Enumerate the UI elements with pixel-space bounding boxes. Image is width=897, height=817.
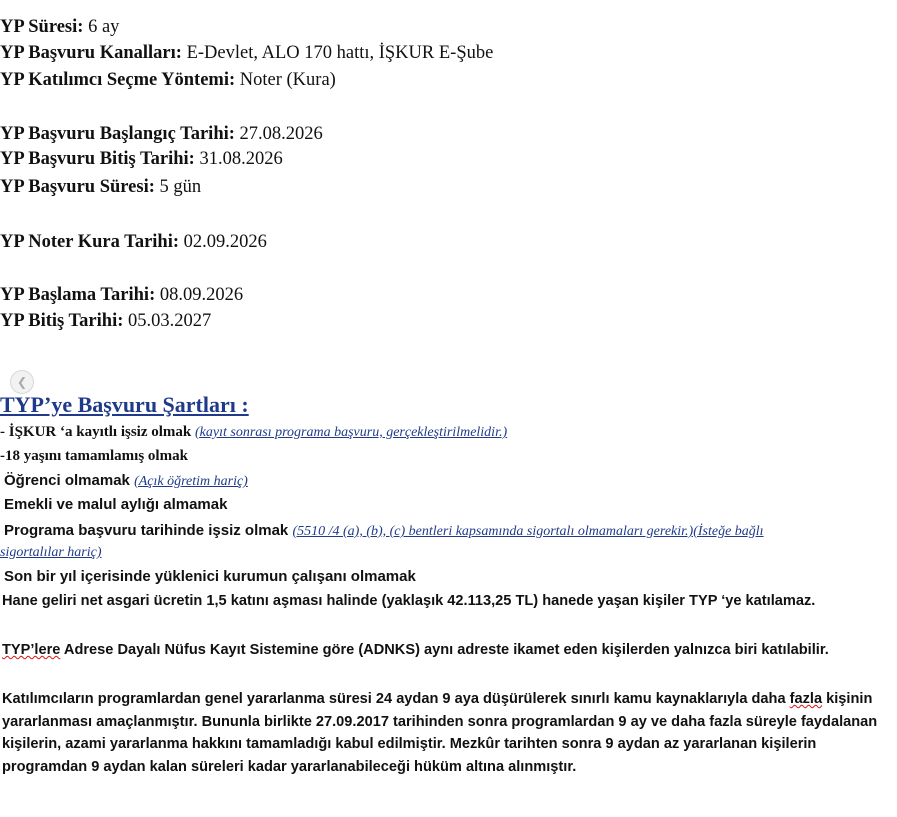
- info-row-start-date: YP Başlama Tarihi: 08.09.2026: [0, 285, 244, 305]
- info-row-apply-end: YP Başvuru Bitiş Tarihi: 31.08.2026: [0, 149, 283, 169]
- info-row-end-date: YP Bitiş Tarihi: 05.03.2027: [0, 311, 212, 331]
- info-row-lottery-date: YP Noter Kura Tarihi: 02.09.2026: [0, 232, 267, 252]
- adnks-paragraph: TYP’lere Adrese Dayalı Nüfus Kayıt Sistemine göre (ADNKS) aynı adreste ikamet eden kişilerden yalnızca biri katılabilir.: [2, 642, 829, 658]
- requirement-item: Öğrenci olmamak (Açık öğretim hariç): [4, 472, 248, 489]
- chevron-left-icon[interactable]: ❮: [10, 370, 34, 394]
- requirements-heading: TYP’ye Başvuru Şartları :: [0, 392, 249, 417]
- info-row-apply-start: YP Başvuru Başlangıç Tarihi: 27.08.2026: [0, 124, 323, 144]
- info-row-channels: YP Başvuru Kanalları: E-Devlet, ALO 170 hattı, İŞKUR E-Şube: [0, 43, 494, 63]
- requirement-item: -18 yaşını tamamlamış olmak: [0, 448, 188, 464]
- requirement-item-continued: sigortalılar hariç): [0, 545, 102, 560]
- requirement-item: Son bir yıl içerisinde yüklenici kurumun çalışanı olmamak: [4, 568, 416, 585]
- info-row-selection: YP Katılımcı Seçme Yöntemi: Noter (Kura): [0, 70, 336, 90]
- info-row-apply-duration: YP Başvuru Süresi: 5 gün: [0, 177, 202, 197]
- info-row-duration: YP Süresi: 6 ay: [0, 17, 120, 37]
- requirement-item: Programa başvuru tarihinde işsiz olmak (5510 /4 (a), (b), (c) bentleri kapsamında sigortalı olmamaları gerekir.)(İsteğe bağlı: [4, 522, 764, 539]
- duration-paragraph: Katılımcıların programlardan genel yararlanma süresi 24 aydan 9 aya düşürülerek sınırlı kamu kaynaklarıyla daha fazla kişinin yararlanması amaçlanmıştır. Bununla birlikte 27.09.2017 tarihinden sonra programlardan 9 ay ve daha fazla süreyle faydalanan kişilerin, azami yararlanma hakkını tamamladığı kabul edilmiştir. Mezkûr tarihten sonra 9 aydan az yararlanan kişilerin programdan 9 aydan kalan süreleri kadar yararlanabileceği hüküm altına alınmıştır.: [2, 691, 878, 775]
- requirement-item: - İŞKUR ‘a kayıtlı işsiz olmak (kayıt sonrası programa başvuru, gerçekleştirilmelidir.): [0, 424, 508, 440]
- income-paragraph: Hane geliri net asgari ücretin 1,5 katını aşması halinde (yaklaşık 42.113,25 TL) hanede yaşan kişiler TYP ‘ye katılamaz.: [2, 593, 816, 609]
- requirement-item: Emekli ve malul aylığı almamak: [4, 496, 228, 513]
